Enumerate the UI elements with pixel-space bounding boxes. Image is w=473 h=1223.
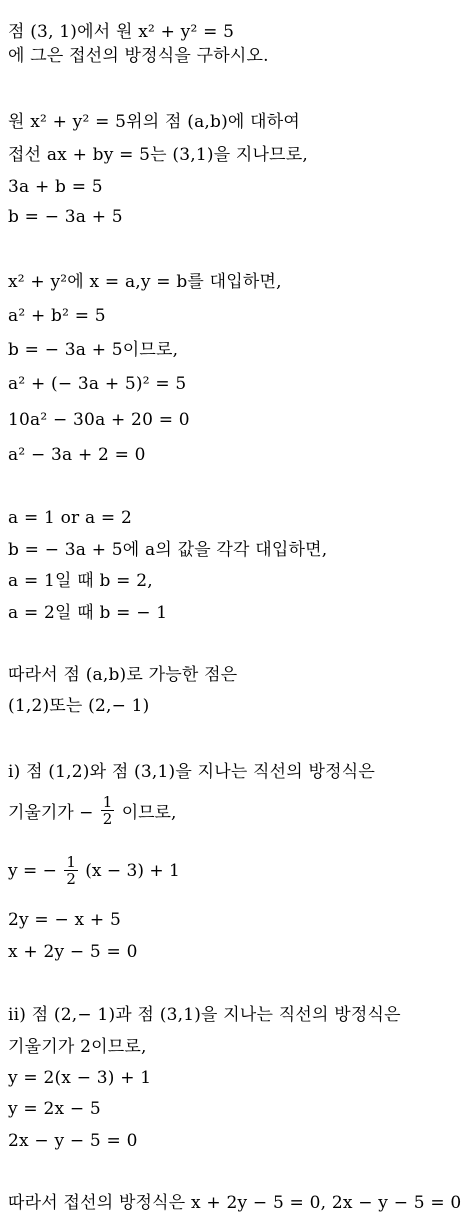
equation-line: b = − 3a + 5 (8, 207, 123, 227)
solution-line: b = − 3a + 5이므로, (8, 340, 179, 360)
solution-line: 기울기가 2이므로, (8, 1037, 147, 1057)
equation-line: x + 2y − 5 = 0 (8, 942, 138, 962)
problem-line-2: 에 그은 접선의 방정식을 구하시오. (8, 46, 269, 66)
solution-line: b = − 3a + 5에 a의 값을 각각 대입하면, (8, 540, 328, 560)
equation-line: 10a² − 30a + 20 = 0 (8, 410, 190, 430)
solution-line: a = 2일 때 b = − 1 (8, 603, 168, 623)
fraction: $\frac{1}{2}$ (66, 853, 76, 888)
equation-line: y = 2(x − 3) + 1 (8, 1068, 152, 1088)
equation-line: a² − 3a + 2 = 0 (8, 445, 146, 465)
equation-line: 2y = − x + 5 (8, 910, 121, 930)
case-heading: i) 점 (1,2)와 점 (3,1)을 지나는 직선의 방정식은 (8, 762, 376, 782)
solution-line: 원 x² + y² = 5위의 점 (a,b)에 대하여 (8, 112, 301, 132)
equation-line: 3a + b = 5 (8, 177, 103, 197)
equation-line: a = 1 or a = 2 (8, 508, 132, 528)
solution-line: 접선 ax + by = 5는 (3,1)을 지나므로, (8, 145, 309, 165)
solution-line: (1,2)또는 (2,− 1) (8, 696, 150, 716)
problem-line-1: 점 (3, 1)에서 원 x² + y² = 5 (8, 22, 235, 42)
case-heading: ii) 점 (2,− 1)과 점 (3,1)을 지나는 직선의 방정식은 (8, 1005, 401, 1025)
equation-line: y = − $\frac{1}{2}$ (x − 3) + 1 (8, 853, 180, 888)
fraction: $\frac{1}{2}$ (102, 793, 113, 828)
solution-line: a = 1일 때 b = 2, (8, 571, 153, 591)
equation-line: y = 2x − 5 (8, 1099, 101, 1119)
slope-line: 기울기가 − $\frac{1}{2}$ 이므로, (8, 793, 177, 828)
equation-line: a² + (− 3a + 5)² = 5 (8, 374, 187, 394)
equation-line: 2x − y − 5 = 0 (8, 1131, 138, 1151)
final-answer: 따라서 접선의 방정식은 x + 2y − 5 = 0, 2x − y − 5 = 0 (8, 1193, 462, 1213)
solution-line: 따라서 점 (a,b)로 가능한 점은 (8, 665, 238, 685)
equation-line: a² + b² = 5 (8, 306, 106, 326)
solution-line: x² + y²에 x = a,y = b를 대입하면, (8, 272, 282, 292)
